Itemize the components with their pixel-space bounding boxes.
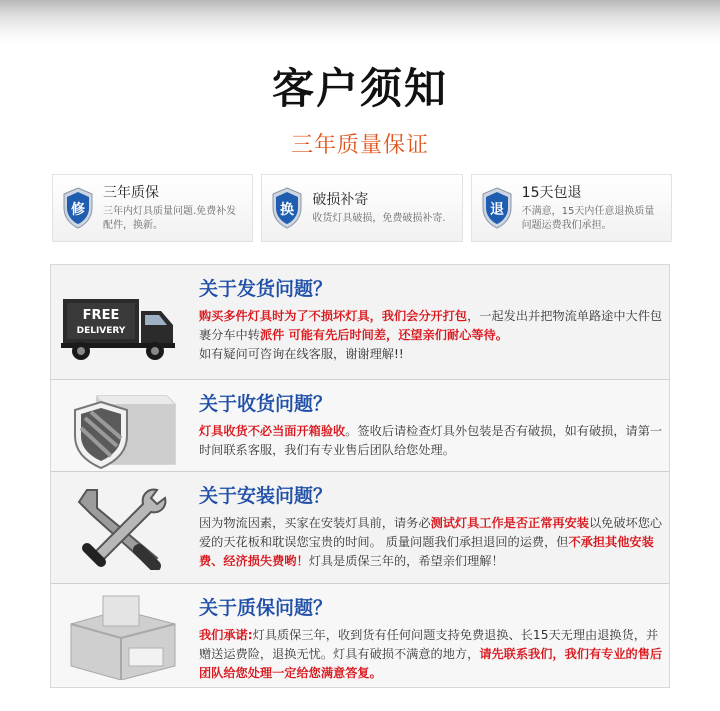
section-shipping [51, 265, 669, 380]
warranty-box-icon [57, 590, 187, 680]
shield-badge-text: 退 [489, 202, 504, 218]
text-highlight: 测试灯具工作是否正常再安装 [430, 516, 589, 530]
text-normal: 因为物流因素，买家在安装灯具前，请务必 [199, 516, 431, 530]
text-normal: 以免破坏您心爱的天花板和耽误您宝贵的时间。 质量问题我们承担退回的运费，但 [199, 516, 663, 549]
section-text [199, 626, 669, 683]
section-body [199, 596, 669, 683]
free-delivery-truck-icon [57, 279, 187, 369]
section-title: 关于收货问题？ [199, 393, 333, 415]
shield-exchange-icon [270, 186, 304, 230]
text-normal: ，一起发出并把物流单路途中大件包裹分车中转 [199, 309, 663, 342]
guarantee-desc: 三年内灯具质量问题.免费补发配件，换新。 [103, 205, 237, 231]
page-title: 客户须知 [271, 64, 448, 113]
section-body [199, 277, 669, 364]
section-body [199, 484, 669, 571]
text-normal: 灯具质保三年，收到货有任何问题支持免费退换、长15天无理由退换货，并赠送运费险，退换无忧。灯具有破损不满意的地方， [199, 628, 659, 661]
shield-badge-text: 换 [280, 202, 295, 218]
section-warranty [51, 584, 669, 687]
text-highlight: 我们承诺: [199, 628, 253, 642]
guarantee-strip [52, 174, 672, 242]
section-installation [51, 472, 669, 584]
text-normal: 。签收后请检查灯具外包装是否有破损，如有破损，请第一时间联系客服，我们有专业售后团队给您处理。 [199, 424, 663, 457]
page-subtitle: 三年质量保证 [290, 133, 429, 158]
text-highlight: 不承担其他安装费、经济损失费哟！ [199, 535, 654, 568]
section-text [199, 422, 669, 460]
guarantee-title: 15天包退 [521, 184, 582, 201]
section-body [199, 392, 669, 460]
guarantee-card-damage [261, 174, 462, 242]
truck-sign-line1: FREE [82, 308, 120, 323]
text-highlight: 请先联系我们，我们有专业的售后团队给您处理一定给您满意答复。 [199, 647, 663, 680]
shield-repair-icon [61, 186, 95, 230]
guarantee-card-return [471, 174, 672, 242]
notice-panel [50, 264, 670, 688]
top-gradient-band [0, 0, 720, 44]
section-title: 关于安装问题？ [199, 485, 333, 507]
guarantee-card-warranty [52, 174, 253, 242]
shield-badge-text: 修 [71, 202, 85, 218]
guarantee-desc: 不满意，15天内任意退换质量问题运费我们承担。 [521, 205, 655, 231]
section-text [199, 514, 669, 571]
text-highlight: 派件 可能有先后时间差，还望亲们耐心等待。 [259, 328, 508, 342]
truck-sign-line2: DELIVERY [76, 326, 126, 336]
guarantee-desc: 收货灯具破损，免费破损补寄. [312, 212, 446, 224]
package-shield-icon [57, 382, 187, 472]
text-highlight: 购买多件灯具时为了不损坏灯具，我们会分开打包 [199, 309, 468, 323]
shield-return-icon [480, 186, 514, 230]
text-normal: 如有疑问可咨询在线客服，谢谢理解!! [199, 347, 404, 361]
section-title: 关于质保问题？ [199, 597, 333, 619]
guarantee-title: 破损补寄 [312, 191, 369, 208]
section-receiving [51, 380, 669, 472]
wrench-screwdriver-icon [57, 480, 187, 570]
guarantee-title: 三年质保 [103, 184, 159, 201]
text-normal: 灯具是质保三年的，希望亲们理解！ [308, 554, 504, 568]
section-text [199, 307, 669, 364]
section-title: 关于发货问题？ [199, 278, 333, 300]
text-highlight: 灯具收货不必当面开箱验收 [199, 424, 346, 438]
